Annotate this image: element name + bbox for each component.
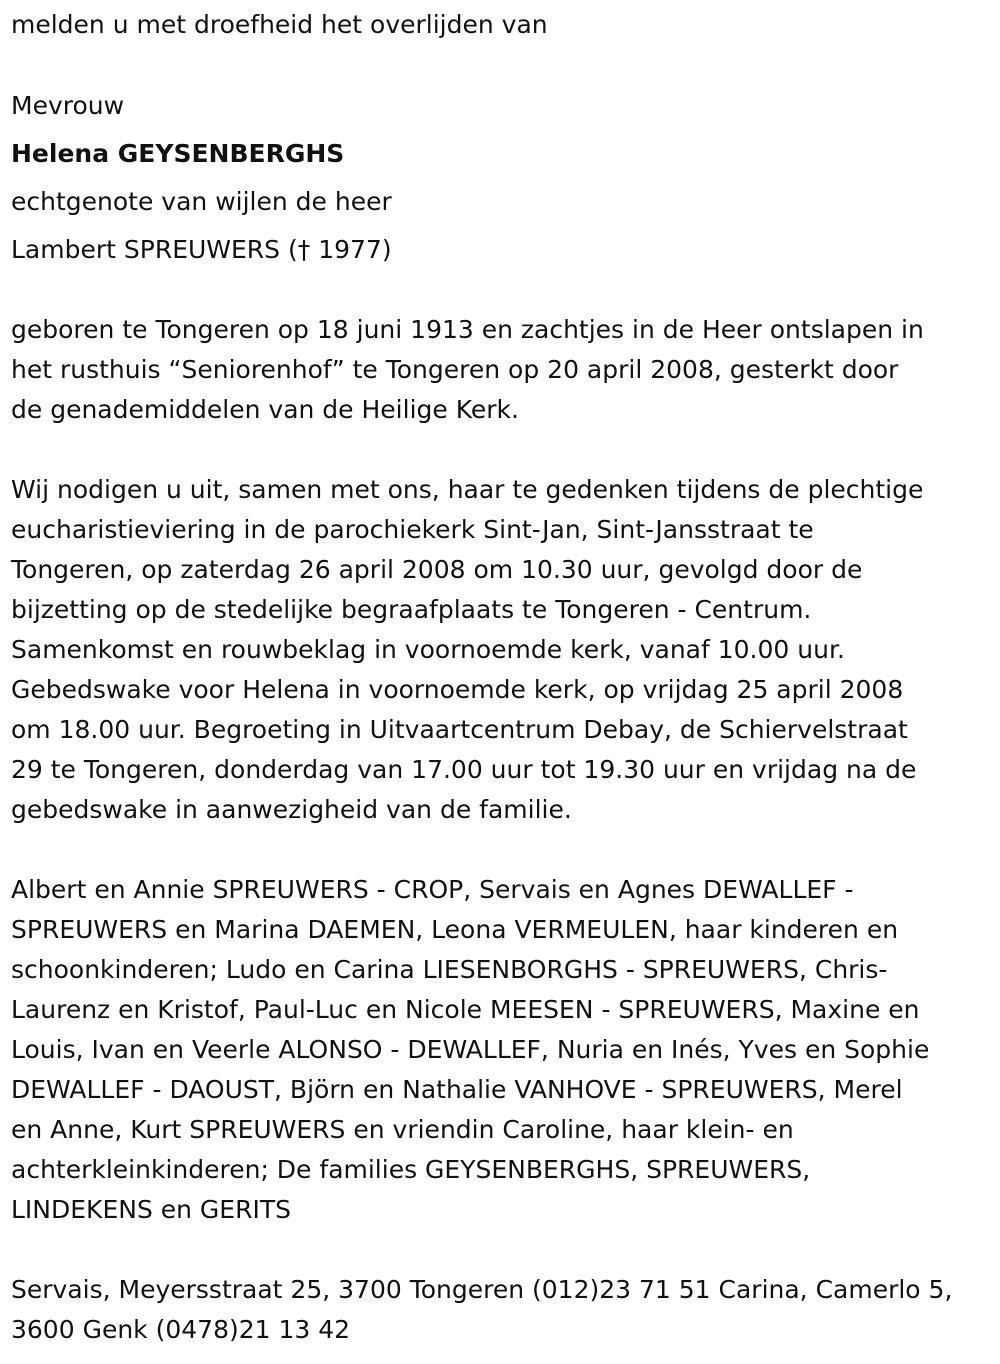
family-line: DEWALLEF - DAOUST, Björn en Nathalie VANHOVE - SPREUWERS, Merel <box>11 1075 903 1104</box>
family-line: Laurenz en Kristof, Paul-Luc en Nicole MEESEN - SPREUWERS, Maxine en <box>11 995 920 1024</box>
family-line: SPREUWERS en Marina DAEMEN, Leona VERMEULEN, haar kinderen en <box>11 915 899 944</box>
birth-line: geboren te Tongeren op 18 juni 1913 en zachtjes in de Heer ontslapen in <box>11 315 924 344</box>
birth-line: het rusthuis “Seniorenhof” te Tongeren op 20 april 2008, gesterkt door <box>11 355 899 384</box>
spouse-name: Lambert SPREUWERS († 1977) <box>11 235 392 264</box>
service-line: eucharistieviering in de parochiekerk Sint-Jan, Sint-Jansstraat te <box>11 515 814 544</box>
contact-line: Servais, Meyersstraat 25, 3700 Tongeren (012)23 71 51 Carina, Camerlo 5, <box>11 1275 953 1304</box>
family-line: Louis, Ivan en Veerle ALONSO - DEWALLEF, Nuria en Inés, Yves en Sophie <box>11 1035 930 1064</box>
service-line: Samenkomst en rouwbeklag in voornoemde kerk, vanaf 10.00 uur. <box>11 635 845 664</box>
family-line: schoonkinderen; Ludo en Carina LIESENBORGHS - SPREUWERS, Chris- <box>11 955 888 984</box>
service-line: Tongeren, op zaterdag 26 april 2008 om 10.30 uur, gevolgd door de <box>11 555 863 584</box>
family-line: Albert en Annie SPREUWERS - CROP, Servais en Agnes DEWALLEF - <box>11 875 854 904</box>
deceased-name: Helena GEYSENBERGHS <box>11 139 345 168</box>
service-line: om 18.00 uur. Begroeting in Uitvaartcentrum Debay, de Schiervelstraat <box>11 715 908 744</box>
service-line: gebedswake in aanwezigheid van de familie. <box>11 795 572 824</box>
service-line: Gebedswake voor Helena in voornoemde kerk, op vrijdag 25 april 2008 <box>11 675 904 704</box>
service-line: Wij nodigen u uit, samen met ons, haar te gedenken tijdens de plechtige <box>11 475 924 504</box>
service-line: bijzetting op de stedelijke begraafplaats te Tongeren - Centrum. <box>11 595 812 624</box>
contact-line: 3600 Genk (0478)21 13 42 <box>11 1315 351 1344</box>
family-line: en Anne, Kurt SPREUWERS en vriendin Caroline, haar klein- en <box>11 1115 794 1144</box>
family-line: LINDEKENS en GERITS <box>11 1195 291 1224</box>
family-line: achterkleinkinderen; De families GEYSENBERGHS, SPREUWERS, <box>11 1155 811 1184</box>
birth-line: de genademiddelen van de Heilige Kerk. <box>11 395 519 424</box>
honorific-title: Mevrouw <box>11 91 125 120</box>
service-line: 29 te Tongeren, donderdag van 17.00 uur tot 19.30 uur en vrijdag na de <box>11 755 917 784</box>
relation-text: echtgenote van wijlen de heer <box>11 187 392 216</box>
intro-text: melden u met droefheid het overlijden van <box>11 10 548 39</box>
